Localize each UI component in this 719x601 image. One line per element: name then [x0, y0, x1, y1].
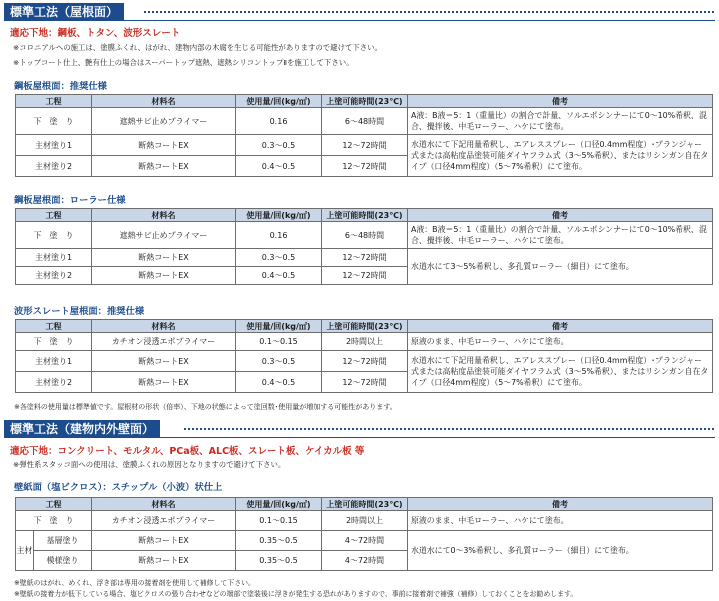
- cell-interval: 6〜48時間: [322, 222, 408, 249]
- header-underline: [4, 437, 715, 438]
- cell-usage: 0.4〜0.5: [236, 372, 322, 393]
- cell-remark: 水道水にて0〜3%希釈し、多孔質ローラー（細目）にて塗布。: [408, 531, 713, 571]
- cell-usage: 0.16: [236, 222, 322, 249]
- cell-interval: 12〜72時間: [322, 372, 408, 393]
- cell-usage: 0.3〜0.5: [236, 351, 322, 372]
- table-title-steel-roller: 鋼板屋根面：ローラー仕様: [14, 195, 126, 206]
- cell-interval: 4〜72時間: [322, 531, 408, 551]
- col-header-process: 工程: [16, 95, 92, 108]
- table-row: [16, 222, 713, 249]
- cell-process: 下 塗 り: [16, 333, 92, 351]
- table-header-row: [16, 320, 713, 333]
- col-header-material: 材料名: [92, 95, 236, 108]
- section-roof-header: [4, 3, 715, 21]
- wall-substrate-subtitle: 適応下地：コンクリート、モルタル、PCa板、ALC板、スレート板、ケイカル板 等: [10, 446, 365, 457]
- table-row: [16, 108, 713, 135]
- table-header-row: [16, 95, 713, 108]
- table-header-row: [16, 209, 713, 222]
- table-title-wallpaper: 壁紙面（塩ビクロス）：スチップル（小波）状仕上: [14, 482, 223, 493]
- cell-usage: 0.16: [236, 108, 322, 135]
- cell-interval: 12〜72時間: [322, 351, 408, 372]
- col-header-interval: 上塗可能時間(23℃): [322, 95, 408, 108]
- cell-remark: 原液のまま、中毛ローラー、ハケにて塗布。: [408, 333, 713, 351]
- col-header-remarks: 備考: [408, 209, 713, 222]
- cell-material: 断熱コートEX: [92, 351, 236, 372]
- col-header-process: 工程: [16, 498, 92, 511]
- cell-process: 主材塗り2: [16, 372, 92, 393]
- cell-material: 断熱コートEX: [92, 135, 236, 156]
- cell-usage: 0.1〜0.15: [236, 333, 322, 351]
- cell-usage: 0.1〜0.15: [236, 511, 322, 531]
- main-material-label: 主材: [16, 531, 34, 571]
- spec-table-slate-recommended: [15, 319, 713, 393]
- slate-footnote: ※各塗料の使用量は標準値です。屋根材の形状（倍率）、下地の状態によって塗回数･使用量が増加する可能性があります。: [14, 403, 397, 411]
- table-title-slate-recommended: 波形スレート屋根面：推奨仕様: [14, 306, 145, 317]
- cell-material: カチオン浸透エポプライマー: [92, 333, 236, 351]
- cell-interval: 4〜72時間: [322, 551, 408, 571]
- section-wall-title: 標準工法（建物内外壁面）: [4, 420, 160, 438]
- col-header-interval: 上塗可能時間(23℃): [322, 209, 408, 222]
- cell-interval: 2時間以上: [322, 333, 408, 351]
- cell-usage: 0.4〜0.5: [236, 156, 322, 177]
- cell-usage: 0.4〜0.5: [236, 267, 322, 285]
- cell-interval: 12〜72時間: [322, 249, 408, 267]
- cell-material: 遮熱サビ止めプライマー: [92, 108, 236, 135]
- wall-note-1: ※弾性系スタッコ面への使用は、塗膜ふくれの原因となりますので避けて下さい。: [13, 460, 286, 469]
- table-row: [16, 531, 713, 551]
- cell-usage: 0.3〜0.5: [236, 135, 322, 156]
- col-header-interval: 上塗可能時間(23℃): [322, 320, 408, 333]
- table-row: [16, 249, 713, 267]
- cell-process: 下 塗 り: [16, 222, 92, 249]
- cell-process: 模様塗り: [34, 551, 92, 571]
- col-header-remarks: 備考: [408, 95, 713, 108]
- col-header-material: 材料名: [92, 209, 236, 222]
- cell-process: 主材塗り2: [16, 267, 92, 285]
- cell-process: 主材塗り1: [16, 249, 92, 267]
- cell-process: 主材塗り1: [16, 135, 92, 156]
- section-roof-title: 標準工法（屋根面）: [4, 3, 124, 21]
- cell-usage: 0.35〜0.5: [236, 551, 322, 571]
- cell-interval: 12〜72時間: [322, 267, 408, 285]
- col-header-process: 工程: [16, 209, 92, 222]
- cell-interval: 12〜72時間: [322, 135, 408, 156]
- col-header-usage: 使用量/回(kg/㎡): [236, 95, 322, 108]
- col-header-remarks: 備考: [408, 320, 713, 333]
- spec-table-steel-roller: [15, 208, 713, 285]
- col-header-remarks: 備考: [408, 498, 713, 511]
- cell-material: カチオン浸透エポプライマー: [92, 511, 236, 531]
- table-title-steel-recommended: 鋼板屋根面：推奨仕様: [14, 81, 107, 92]
- cell-interval: 12〜72時間: [322, 156, 408, 177]
- table-row: [16, 135, 713, 156]
- section-wall-header: [4, 420, 715, 438]
- header-underline: [4, 20, 715, 21]
- cell-material: 断熱コートEX: [92, 551, 236, 571]
- col-header-process: 工程: [16, 320, 92, 333]
- cell-remark: A液：B液＝5：1（重量比）の割合で計量、ソルエポシンナーにて0〜10%希釈、混合、攪拌後、中毛ローラー、ハケにて塗布。: [408, 222, 713, 249]
- cell-remark: A液：B液＝5：1（重量比）の割合で計量、ソルエポシンナーにて0〜10%希釈、混合、攪拌後、中毛ローラー、ハケにて塗布。: [408, 108, 713, 135]
- cell-interval: 2時間以上: [322, 511, 408, 531]
- table-row: [16, 511, 713, 531]
- roof-note-2: ※トップコート仕上、艶有仕上の場合はスーパートップ遮熱、遮熱シリコントップⅡを施工して下さい。: [13, 58, 354, 67]
- cell-material: 断熱コートEX: [92, 372, 236, 393]
- cell-material: 遮熱サビ止めプライマー: [92, 222, 236, 249]
- cell-material: 断熱コートEX: [92, 249, 236, 267]
- col-header-usage: 使用量/回(kg/㎡): [236, 209, 322, 222]
- cell-usage: 0.35〜0.5: [236, 531, 322, 551]
- header-stripe: [144, 11, 715, 13]
- table-header-row: [16, 498, 713, 511]
- cell-process: 下 塗 り: [16, 511, 92, 531]
- col-header-material: 材料名: [92, 320, 236, 333]
- cell-material: 断熱コートEX: [92, 156, 236, 177]
- wallpaper-footnote-2: ※壁紙の接着力が低下している場合、塩ビクロスの張り合わせなどの端部で塗装後に浮きが発生する恐れがありますので、事前に接着剤で補強（補修）しておくことをお勧めします。: [14, 590, 578, 598]
- cell-material: 断熱コートEX: [92, 267, 236, 285]
- col-header-interval: 上塗可能時間(23℃): [322, 498, 408, 511]
- cell-process: 基層塗り: [34, 531, 92, 551]
- cell-interval: 6〜48時間: [322, 108, 408, 135]
- roof-substrate-subtitle: 適応下地：鋼板、トタン、波形スレート: [10, 28, 181, 39]
- table-row: [16, 333, 713, 351]
- cell-remark: 原液のまま、中毛ローラー、ハケにて塗布。: [408, 511, 713, 531]
- cell-remark: 水道水にて下記用量希釈し、エアレススプレー（口径0.4mm程度）･プランジャー式または高粘度品塗装可能ダイヤフラム式（3〜5%希釈）、またはリシンガン自在タイプ（口径4mm程度）（5〜7%希釈）にて塗布。: [408, 135, 713, 177]
- roof-note-1: ※コロニアルへの施工は、塗膜ふくれ、はがれ、建物内部の木腐を生じる可能性がありますので避けて下さい。: [13, 43, 382, 52]
- col-header-usage: 使用量/回(kg/㎡): [236, 320, 322, 333]
- col-header-material: 材料名: [92, 498, 236, 511]
- header-stripe: [184, 428, 715, 430]
- cell-process: 主材塗り1: [16, 351, 92, 372]
- spec-table-wallpaper: [15, 497, 713, 571]
- cell-remark: 水道水にて3〜5%希釈し、多孔質ローラー（細目）にて塗布。: [408, 249, 713, 285]
- col-header-usage: 使用量/回(kg/㎡): [236, 498, 322, 511]
- cell-material: 断熱コートEX: [92, 531, 236, 551]
- spec-table-steel-recommended: [15, 94, 713, 177]
- wallpaper-footnote-1: ※壁紙のはがれ、めくれ、浮き部は専用の接着剤を使用して補修して下さい。: [14, 579, 255, 587]
- table-row: [16, 351, 713, 372]
- cell-remark: 水道水にて下記用量希釈し、エアレススプレー（口径0.4mm程度）･プランジャー式または高粘度品塗装可能ダイヤフラム式（3〜5%希釈）、またはリシンガン自在タイプ（口径4mm程度）（5〜7%希釈）にて塗布。: [408, 351, 713, 393]
- cell-usage: 0.3〜0.5: [236, 249, 322, 267]
- cell-process: 下 塗 り: [16, 108, 92, 135]
- cell-process: 主材塗り2: [16, 156, 92, 177]
